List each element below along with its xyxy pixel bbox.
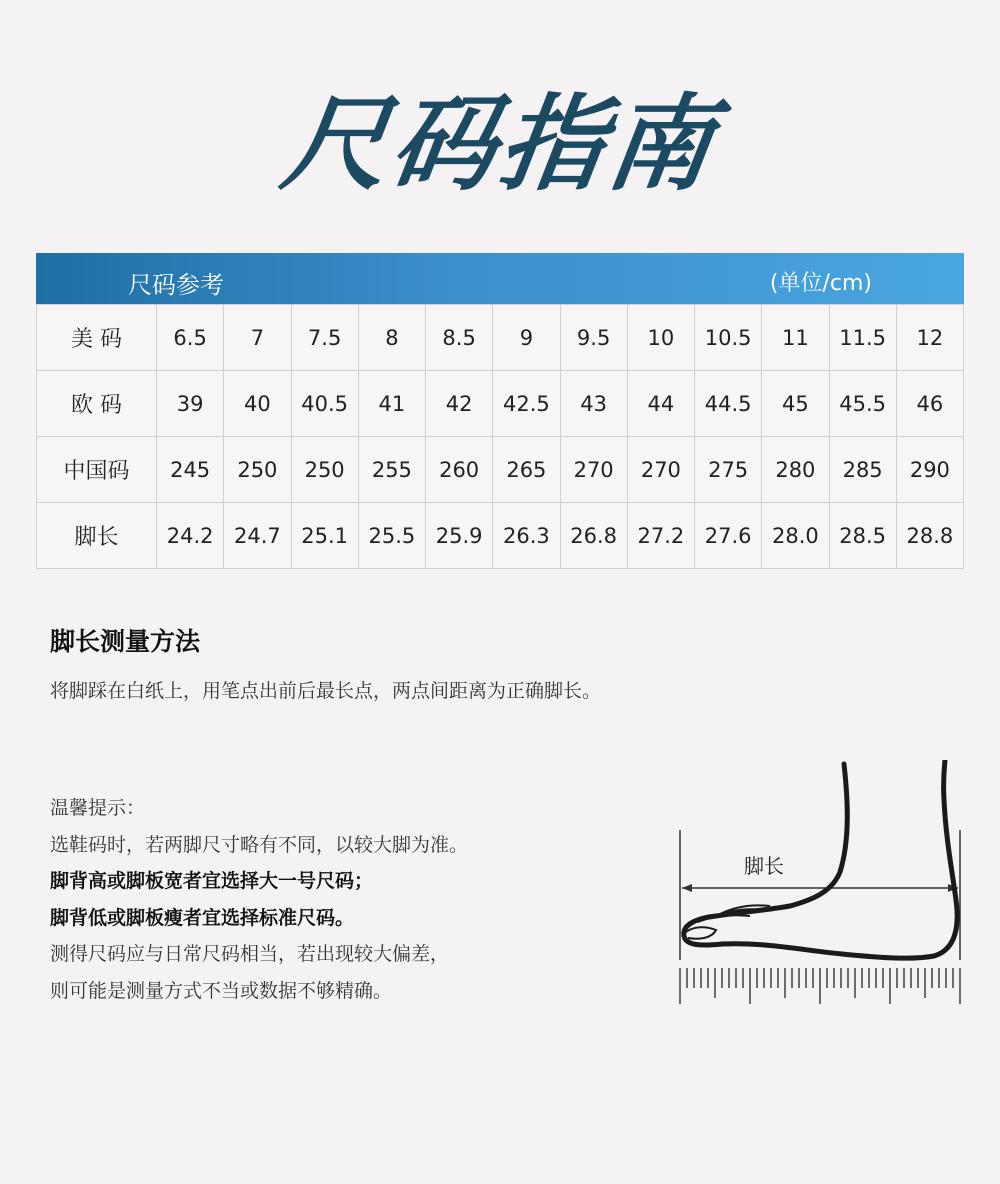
table-cell: 245 [157,437,224,503]
table-cell: 250 [224,437,291,503]
table-header [36,253,964,304]
table-cell: 255 [358,437,425,503]
table-cell: 43 [560,371,627,437]
table-cell: 265 [493,437,560,503]
table-cell: 40.5 [291,371,358,437]
table-cell: 45.5 [829,371,896,437]
table-cell: 42 [426,371,493,437]
table-cell: 27.6 [695,503,762,569]
tips-line-bold: 脚背高或脚板宽者宜选择大一号尺码； [50,870,374,892]
table-cell: 12 [896,305,963,371]
table-cell: 28.5 [829,503,896,569]
foot-measure-icon [672,760,972,1010]
table-cell: 24.7 [224,503,291,569]
table-cell: 41 [358,371,425,437]
tips-line: 选鞋码时，若两脚尺寸略有不同，以较大脚为准。 [50,833,469,856]
table-cell: 260 [426,437,493,503]
tips-block [50,790,468,1009]
tips-line: 测得尺码应与日常尺码相当，若出现较大偏差， [50,943,450,965]
table-cell: 7.5 [291,305,358,371]
tips-line: 则可能是测量方式不当或数据不够精确。 [50,979,393,1002]
tips-line-bold: 脚背低或脚板瘦者宜选择标准尺码。 [50,906,355,929]
table-cell: 8 [358,305,425,371]
table-cell: 42.5 [493,371,560,437]
row-label: 中国码 [37,437,157,503]
measure-title: 脚长测量方法 [50,627,201,656]
page-title: 尺码指南 [275,83,725,205]
table-cell: 7 [224,305,291,371]
row-label: 脚长 [37,503,157,569]
foot-illustration [672,760,972,1010]
row-label: 美 码 [37,305,157,371]
table-cell: 25.5 [358,503,425,569]
tips-heading: 温馨提示： [50,797,146,819]
table-cell: 9.5 [560,305,627,371]
table-row [37,437,964,503]
table-cell: 8.5 [426,305,493,371]
table-cell: 270 [560,437,627,503]
table-cell: 46 [896,371,963,437]
table-row [37,503,964,569]
table-cell: 45 [762,371,829,437]
table-cell: 290 [896,437,963,503]
table-cell: 6.5 [157,305,224,371]
measure-text: 将脚踩在白纸上，用笔点出前后最长点，两点间距离为正确脚长。 [50,680,602,702]
table-cell: 44 [627,371,694,437]
table-cell: 275 [695,437,762,503]
size-table [36,253,964,569]
table-cell: 25.1 [291,503,358,569]
table-cell: 40 [224,371,291,437]
table-cell: 44.5 [695,371,762,437]
table-header-title: 尺码参考 [128,271,224,299]
table-cell: 25.9 [426,503,493,569]
table-cell: 11 [762,305,829,371]
table-cell: 9 [493,305,560,371]
table-cell: 280 [762,437,829,503]
row-label: 欧 码 [37,371,157,437]
table-cell: 28.8 [896,503,963,569]
table-row [37,371,964,437]
table-header-unit: (单位/cm) [769,271,872,296]
table-cell: 24.2 [157,503,224,569]
foot-length-label: 脚长 [744,854,784,878]
table-row [37,305,964,371]
table-cell: 27.2 [627,503,694,569]
table-cell: 10.5 [695,305,762,371]
table-cell: 10 [627,305,694,371]
table-cell: 39 [157,371,224,437]
table-cell: 28.0 [762,503,829,569]
table-cell: 250 [291,437,358,503]
size-grid [36,304,964,569]
table-cell: 11.5 [829,305,896,371]
table-cell: 26.8 [560,503,627,569]
table-cell: 285 [829,437,896,503]
table-cell: 270 [627,437,694,503]
table-cell: 26.3 [493,503,560,569]
